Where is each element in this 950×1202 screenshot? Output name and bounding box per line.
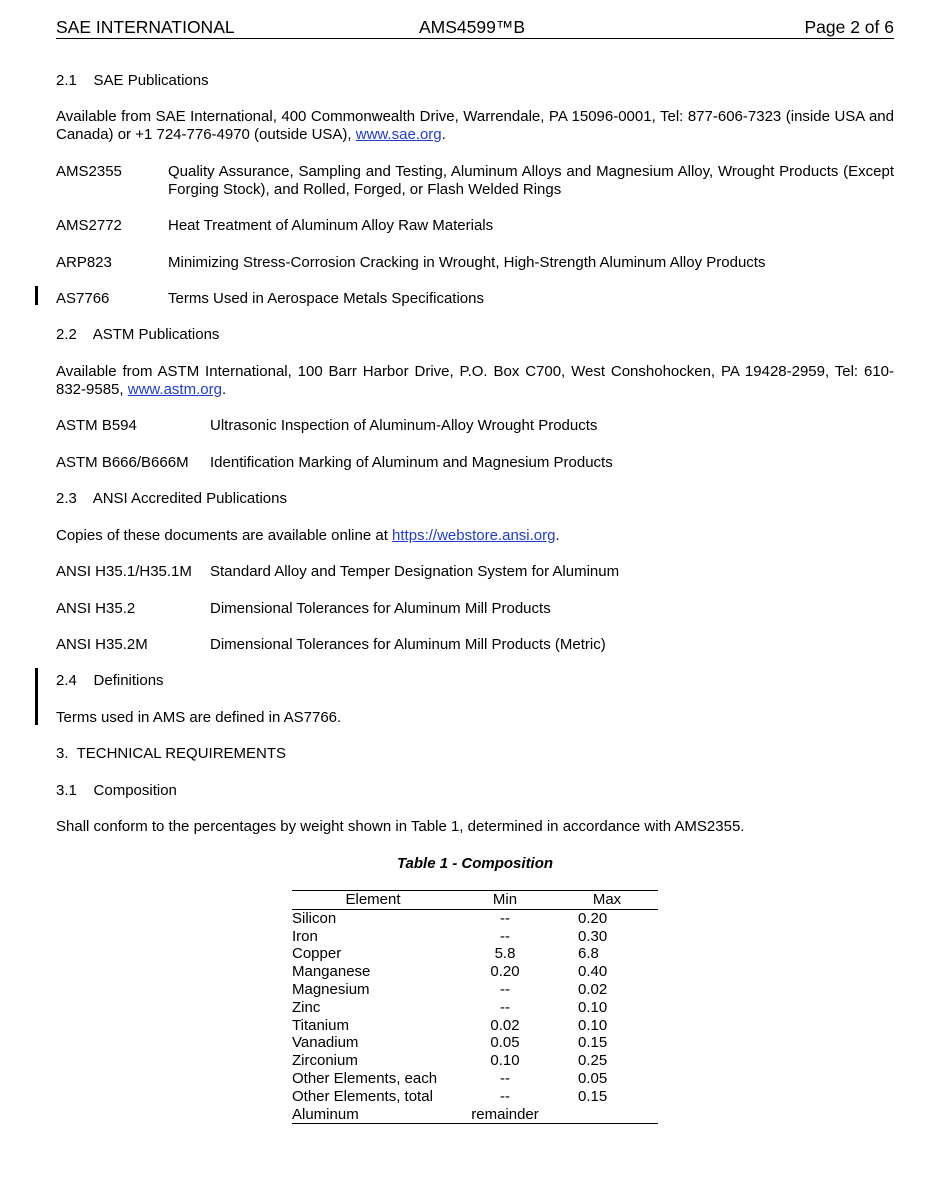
cell-min: -- <box>500 927 510 945</box>
table-row <box>292 1088 658 1106</box>
cell-max <box>556 1106 658 1124</box>
reference-title: Standard Alloy and Temper Designation System for Aluminum <box>210 563 620 580</box>
reference-code: ANSI H35.2M <box>56 636 148 653</box>
table-header-row <box>292 891 658 910</box>
cell-max: 0.10 <box>578 1016 608 1034</box>
cell-element: Silicon <box>292 909 337 927</box>
reference-code: AMS2355 <box>56 163 122 180</box>
cell-element: Vanadium <box>292 1034 359 1052</box>
composition-text: Shall conform to the percentages by weight shown in Table 1, determined in accordance with AMS2355. <box>56 818 745 835</box>
table-row <box>292 1070 658 1088</box>
cell-max: 0.20 <box>578 909 608 927</box>
astm-intro-text: Available from ASTM International, 100 Barr Harbor Drive, P.O. Box C700, West Conshohocken, PA 19428-2959, Tel: 610-832-9585, <box>56 363 894 398</box>
change-bar <box>35 286 38 305</box>
cell-element: Copper <box>292 945 342 963</box>
composition-table <box>292 890 658 1124</box>
table-row <box>292 928 658 946</box>
cell-max: 0.10 <box>578 998 608 1016</box>
column-header-min: Min <box>454 891 556 910</box>
cell-min: -- <box>500 1069 510 1087</box>
table-row <box>292 1034 658 1052</box>
astm-availability-paragraph <box>56 363 894 399</box>
table-row <box>292 945 658 963</box>
cell-max: 0.30 <box>578 927 608 945</box>
section-heading-2-1: 2.1 SAE Publications <box>56 72 209 89</box>
cell-min: 0.05 <box>490 1034 520 1052</box>
cell-max: 6.8 <box>578 945 599 963</box>
cell-element: Aluminum <box>292 1106 454 1124</box>
reference-title: Ultrasonic Inspection of Aluminum-Alloy Wrought Products <box>210 417 598 434</box>
column-header-max: Max <box>556 891 658 910</box>
cell-min: -- <box>500 1087 510 1105</box>
cell-min: -- <box>500 909 510 927</box>
table-caption: Table 1 - Composition <box>396 855 554 872</box>
reference-title: Terms Used in Aerospace Metals Specifications <box>168 290 484 307</box>
definitions-text: Terms used in AMS are defined in AS7766. <box>56 709 342 726</box>
section-heading-3: 3. TECHNICAL REQUIREMENTS <box>56 745 287 762</box>
reference-code: ARP823 <box>56 254 112 271</box>
column-header-element: Element <box>292 891 454 910</box>
cell-element: Zirconium <box>292 1052 358 1070</box>
reference-title: Identification Marking of Aluminum and Magnesium Products <box>210 454 613 471</box>
cell-max: 0.15 <box>578 1034 608 1052</box>
cell-min: 0.20 <box>490 963 520 981</box>
cell-max: 0.02 <box>578 980 608 998</box>
cell-min: -- <box>500 980 510 998</box>
ansi-availability-paragraph <box>56 527 560 545</box>
header-page-number: Page 2 of 6 <box>804 17 894 37</box>
ansi-intro-text: Copies of these documents are available online at <box>56 527 393 544</box>
cell-max: 0.25 <box>578 1052 608 1070</box>
reference-code: AS7766 <box>56 290 110 307</box>
cell-min: 0.10 <box>490 1052 520 1070</box>
sae-availability-paragraph <box>56 108 894 144</box>
section-heading-2-4: 2.4 Definitions <box>56 672 164 689</box>
sae-intro-period: . <box>441 126 446 143</box>
astm-website-link[interactable]: www.astm.org <box>127 381 222 398</box>
cell-max: 0.15 <box>578 1087 608 1105</box>
table-row <box>292 981 658 999</box>
cell-element: Manganese <box>292 963 371 981</box>
cell-min: remainder <box>454 1106 556 1124</box>
section-heading-2-3: 2.3 ANSI Accredited Publications <box>56 490 287 507</box>
reference-code: AMS2772 <box>56 217 122 234</box>
sae-website-link[interactable]: www.sae.org <box>355 126 442 143</box>
header-org: SAE INTERNATIONAL <box>56 17 235 37</box>
reference-code: ANSI H35.1/H35.1M <box>56 563 192 580</box>
reference-code: ASTM B594 <box>56 417 137 434</box>
cell-min: 5.8 <box>494 945 516 963</box>
reference-title: Quality Assurance, Sampling and Testing, Aluminum Alloys and Magnesium Alloy, Wrought Products (Except Forging Stock), and Rolled, Forged, or Flash Welded Rings <box>168 163 894 198</box>
cell-element: Other Elements, each <box>292 1069 438 1087</box>
cell-max: 0.40 <box>578 963 608 981</box>
reference-title: Dimensional Tolerances for Aluminum Mill Products <box>210 600 551 617</box>
header-doc-number: AMS4599™B <box>419 17 526 37</box>
reference-code: ASTM B666/B666M <box>56 454 189 471</box>
cell-element: Iron <box>292 927 318 945</box>
reference-title: Heat Treatment of Aluminum Alloy Raw Materials <box>168 217 494 234</box>
table-row <box>292 999 658 1017</box>
table-row <box>292 1017 658 1035</box>
reference-title: Dimensional Tolerances for Aluminum Mill Products (Metric) <box>210 636 606 653</box>
cell-min: 0.02 <box>490 1016 520 1034</box>
cell-element: Other Elements, total <box>292 1087 433 1105</box>
ansi-intro-period: . <box>555 527 560 544</box>
cell-element: Magnesium <box>292 980 370 998</box>
cell-max: 0.05 <box>578 1069 608 1087</box>
reference-code: ANSI H35.2 <box>56 600 136 617</box>
cell-element: Titanium <box>292 1016 349 1034</box>
cell-min: -- <box>500 998 510 1016</box>
section-heading-2-2: 2.2 ASTM Publications <box>56 326 220 343</box>
table-row <box>292 1052 658 1070</box>
page-header <box>56 16 894 39</box>
change-bar <box>35 668 38 725</box>
table-row <box>292 963 658 981</box>
cell-element: Zinc <box>292 998 321 1016</box>
section-heading-3-1: 3.1 Composition <box>56 782 177 799</box>
sae-intro-text: Available from SAE International, 400 Commonwealth Drive, Warrendale, PA 15096-0001, Tel: 877-606-7323 (inside USA and Canada) or +1 724-776-4970 (outside USA), <box>56 108 894 143</box>
reference-title: Minimizing Stress-Corrosion Cracking in Wrought, High-Strength Aluminum Alloy Products <box>168 254 766 271</box>
table-row <box>292 909 658 927</box>
ansi-webstore-link[interactable]: https://webstore.ansi.org <box>392 527 556 544</box>
astm-intro-period: . <box>221 381 227 398</box>
table-row <box>292 1106 658 1124</box>
